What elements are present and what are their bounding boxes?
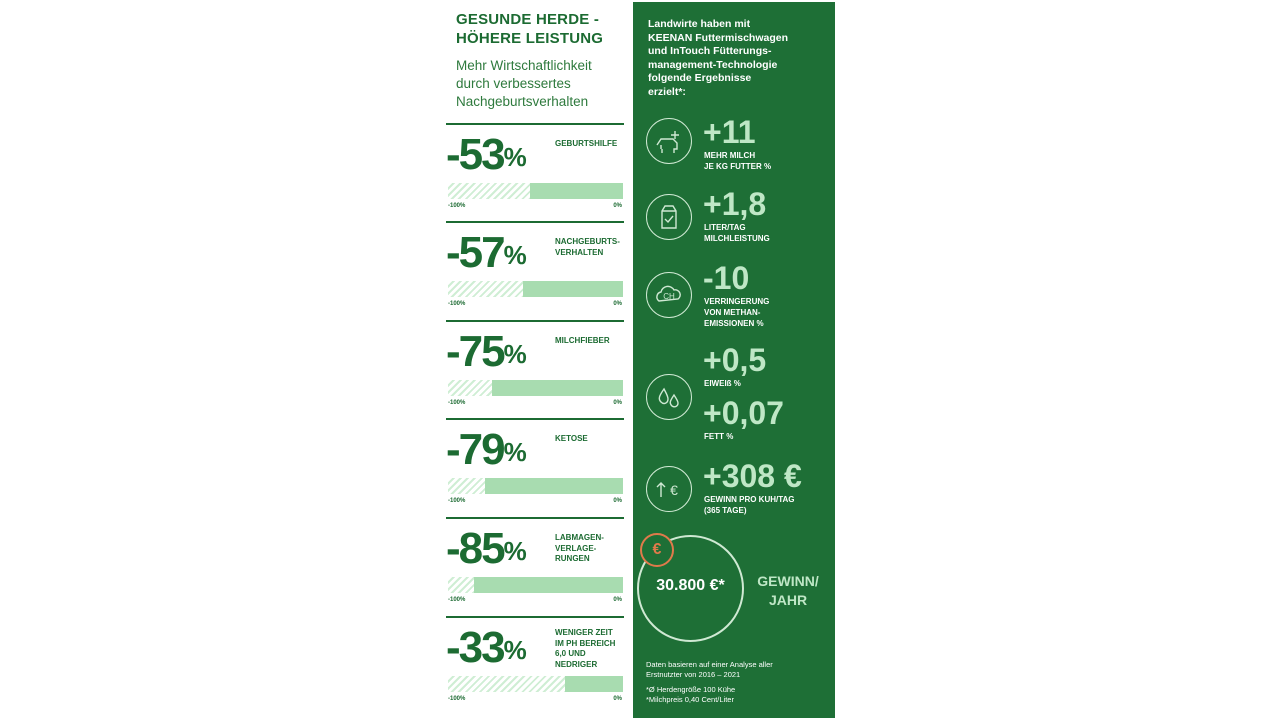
stat-label: LITER/TAG MILCHLEISTUNG (704, 223, 770, 243)
bar-hatch (448, 478, 485, 494)
stat-value: +0,5 (703, 342, 767, 378)
stat-value: +1,8 (703, 186, 767, 222)
euro-up-icon (646, 466, 692, 512)
axis-max-label: 0% (613, 498, 622, 504)
euro-badge-icon: € (640, 533, 674, 567)
percent-value: -79% (446, 425, 527, 474)
axis-min-label: -100% (448, 203, 466, 209)
profit-label: GEWINN/ JAHR (757, 573, 819, 608)
stat-label: MILCHFIEBER (555, 336, 610, 345)
stat-block-nachgeburtsverhalten (446, 221, 624, 321)
stat-value: +0,07 (703, 395, 784, 431)
reduction-bar (448, 577, 623, 593)
percent-value: -33% (446, 623, 527, 672)
stat-label: EIWEIß % (704, 379, 741, 388)
reduction-bar (448, 478, 623, 494)
footnote-assumptions: *Ø Herdengröße 100 Kühe *Milchpreis 0,40 Cent/Liter (646, 685, 736, 704)
stat-label: KETOSE (555, 434, 588, 443)
stat-block-labmagenverlagerungen (446, 517, 624, 617)
stat-label: WENIGER ZEIT IM PH BEREICH 6,0 UND NEDRIGER (555, 628, 616, 669)
axis-min-label: -100% (448, 498, 466, 504)
axis-max-label: 0% (613, 696, 622, 702)
stat-label: LABMAGEN- VERLAGE- RUNGEN (555, 533, 604, 563)
cow-plus-icon (646, 118, 692, 164)
stat-label: GEBURTSHILFE (555, 139, 618, 148)
stat-label: NACHGEBURTS- VERHALTEN (555, 237, 620, 257)
page-subtitle: Mehr Wirtschaftlichkeit durch verbessertes Nachgeburtsverhalten (456, 58, 592, 109)
reduction-bar (448, 380, 623, 396)
svg-text:€: € (670, 482, 678, 498)
axis-min-label: -100% (448, 597, 466, 603)
page-title: GESUNDE HERDE - HÖHERE LEISTUNG (456, 11, 604, 47)
stat-value: +308 € (703, 458, 802, 494)
stat-block-ketose (446, 418, 624, 518)
milk-carton-icon (646, 194, 692, 240)
bar-hatch (448, 183, 530, 199)
footnote: Daten basieren auf einer Analyse aller Erstnutzter von 2016 – 2021 (646, 660, 773, 679)
bar-hatch (448, 676, 565, 692)
reduction-bar (448, 183, 623, 199)
stat-label: VERRINGERUNG VON METHAN- EMISSIONEN % (704, 297, 770, 328)
stat-block-ph-bereich (446, 616, 624, 716)
methane-cloud-icon (646, 272, 692, 318)
right-panel (633, 2, 835, 718)
axis-max-label: 0% (613, 400, 622, 406)
axis-min-label: -100% (448, 696, 466, 702)
reduction-bar (448, 281, 623, 297)
bar-hatch (448, 380, 492, 396)
stat-value: -10 (703, 260, 750, 296)
left-panel (446, 0, 626, 720)
stat-block-geburtshilfe (446, 123, 624, 223)
svg-text:CH: CH (663, 292, 675, 301)
percent-value: -57% (446, 228, 527, 277)
percent-value: -85% (446, 524, 527, 573)
bar-hatch (448, 281, 523, 297)
percent-value: -75% (446, 327, 527, 376)
stat-label: GEWINN PRO KUH/TAG (365 TAGE) (704, 495, 795, 515)
axis-min-label: -100% (448, 301, 466, 307)
stat-block-milchfieber (446, 320, 624, 420)
axis-max-label: 0% (613, 301, 622, 307)
axis-max-label: 0% (613, 203, 622, 209)
profit-value: 30.800 €* (656, 577, 725, 594)
axis-max-label: 0% (613, 597, 622, 603)
intro-text: Landwirte haben mit KEENAN Futtermischwagen und InTouch Fütterungs- management-Technologie folgende Ergebnisse erzielt*: (648, 18, 789, 98)
reduction-bar (448, 676, 623, 692)
stat-value: +11 (703, 114, 756, 150)
stat-label: FETT % (704, 432, 734, 441)
bar-hatch (448, 577, 474, 593)
axis-min-label: -100% (448, 400, 466, 406)
drops-icon (646, 374, 692, 420)
stat-label: MEHR MILCH JE KG FUTTER % (704, 151, 772, 171)
percent-value: -53% (446, 130, 527, 179)
